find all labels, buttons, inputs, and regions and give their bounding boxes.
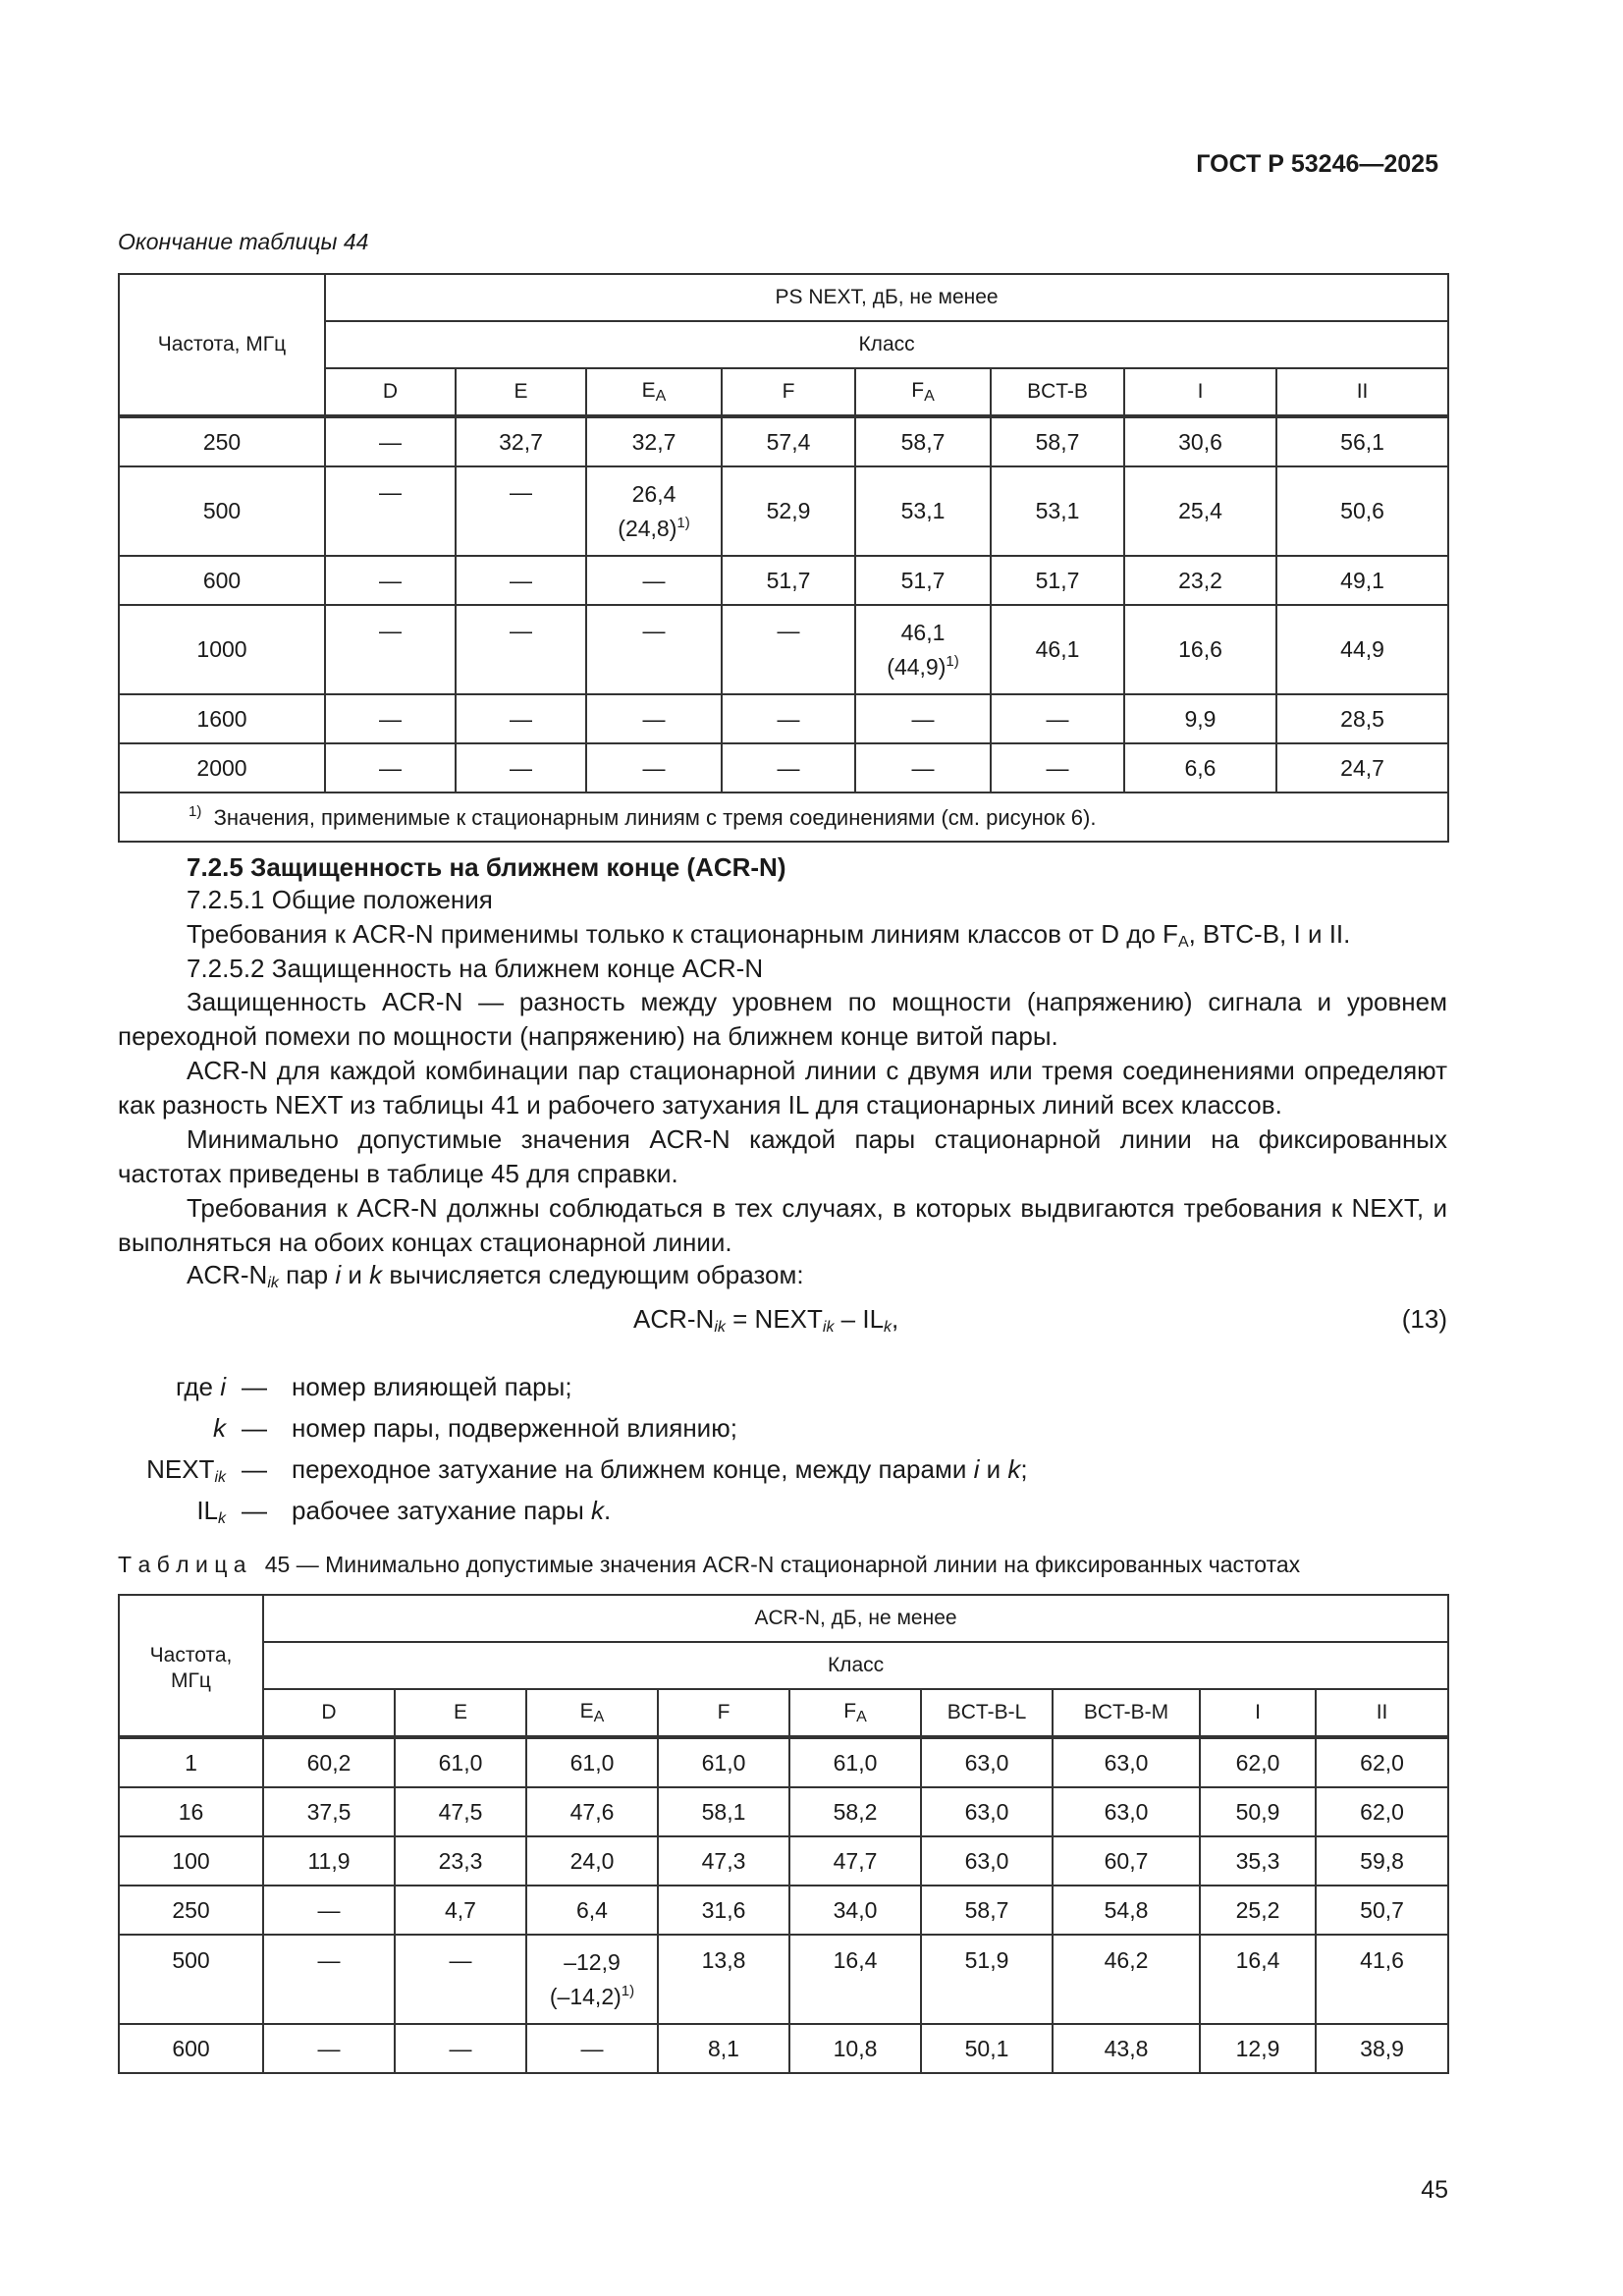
table-row: 1000 — — — — 46,1 $(44,9)^{1)}$ 46,1 16,6 44,9 [119, 605, 1448, 694]
where-label-next: $NEXT_{ik}$ [146, 1454, 226, 1486]
class-ii: II [1316, 1689, 1448, 1737]
table-row: 250 — 32,7 32,7 57,4 58,7 58,7 30,6 56,1 [119, 416, 1448, 466]
class-fa: $F_A$ [855, 368, 991, 416]
page-number: 45 [1421, 2176, 1448, 2204]
class-ii: II [1276, 368, 1448, 416]
class-i: I [1124, 368, 1276, 416]
where-label-il: $IL_k$ [196, 1496, 226, 1527]
table-row: 500 — — 26,4 $(24,8)^{1)}$ 52,9 53,1 53,1 25,4 50,6 [119, 466, 1448, 556]
class-i: I [1200, 1689, 1316, 1737]
class-bct-b-l: BCT-B-L [921, 1689, 1053, 1737]
formula-number: (13) [1401, 1304, 1447, 1334]
table-44 [118, 273, 1449, 843]
paragraph-1: Требования к ACR-N применимы только к стационарным линиям классов от D до $F_A$, BTC-B, I и II. [187, 919, 1351, 951]
document-header: ГОСТ Р 53246—2025 [1196, 150, 1438, 178]
table-45-caption: Т а б л и ц а 45 — Минимально допустимые значения ACR-N стационарной линии на фиксированных частотах [118, 1552, 1301, 1577]
class-d: D [325, 368, 456, 416]
class-d: D [263, 1689, 395, 1737]
where-label-i: где i [176, 1372, 226, 1401]
subsection-1: 7.2.5.1 Общие положения [187, 885, 493, 914]
table-row: 500 — — –12,9 $(-14,2)^{1)}$ 13,8 16,4 51,9 46,2 16,4 41,6 [119, 1935, 1448, 2024]
class-header: Класс [325, 321, 1448, 368]
group-header: ACR-N, дБ, не менее [263, 1595, 1448, 1642]
table-44-footnote: $^{1)}$ Значения, применимые к стационарным линиям с тремя соединениями (см. рисунок 6). [119, 793, 1448, 842]
class-f: F [658, 1689, 789, 1737]
table-row: 2000 — — — — — — 6,6 24,7 [119, 743, 1448, 793]
paragraph-2: Защищенность ACR-N — разность между уровнем по мощности (напряжению) сигнала и уровнем переходной помехи по мощности (напряжению) на ближнем конце витой пары. [118, 987, 1447, 1051]
class-f: F [722, 368, 855, 416]
paragraph-4: Минимально допустимые значения ACR-N каждой пары стационарной линии на фиксированных частотах приведены в таблице 45 для справки. [118, 1124, 1447, 1188]
section-title: 7.2.5 Защищенность на ближнем конце (ACR-N) [187, 852, 786, 882]
table-row: 100 11,9 23,3 24,0 47,3 47,7 63,0 60,7 35,3 59,8 [119, 1836, 1448, 1886]
class-bct-b-m: BCT-B-M [1053, 1689, 1200, 1737]
table-row: 1 60,2 61,0 61,0 61,0 61,0 63,0 63,0 62,0 62,0 [119, 1737, 1448, 1787]
table-45 [118, 1594, 1449, 2074]
table-row: 16 37,5 47,5 47,6 58,1 58,2 63,0 63,0 50,9 62,0 [119, 1787, 1448, 1836]
formula-13: ACR-$N_{ik}$ = $NEXT_{ik} - IL_k$, [633, 1304, 899, 1336]
class-header: Класс [263, 1642, 1448, 1689]
table-row: 250 — 4,7 6,4 31,6 34,0 58,7 54,8 25,2 50,7 [119, 1886, 1448, 1935]
paragraph-3: ACR-N для каждой комбинации пар стационарной линии с двумя или тремя соединениями определяют как разность NEXT из таблицы 41 и рабочего затухания IL для стационарных линий всех классов. [118, 1056, 1447, 1120]
where-label-k: k [213, 1413, 226, 1443]
class-e: E [456, 368, 586, 416]
freq-header: Частота, МГц [119, 274, 325, 416]
class-ea: $E_A$ [526, 1689, 658, 1737]
group-header: PS NEXT, дБ, не менее [325, 274, 1448, 321]
table-row: 600 — — — 8,1 10,8 50,1 43,8 12,9 38,9 [119, 2024, 1448, 2073]
class-bct-b: BCT-B [991, 368, 1124, 416]
table-row: 600 — — — 51,7 51,7 51,7 23,2 49,1 [119, 556, 1448, 605]
freq-header: Частота, МГц [119, 1595, 263, 1737]
table-row: 1600 — — — — — — 9,9 28,5 [119, 694, 1448, 743]
class-e: E [395, 1689, 526, 1737]
class-ea: $E_A$ [586, 368, 722, 416]
paragraph-6: ACR-$N_{ik}$ пар i и k вычисляется следующим образом: [187, 1260, 804, 1291]
table-44-caption: Окончание таблицы 44 [118, 229, 369, 254]
subsection-2: 7.2.5.2 Защищенность на ближнем конце ACR-N [187, 954, 764, 983]
paragraph-5: Требования к ACR-N должны соблюдаться в тех случаях, в которых выдвигаются требования к NEXT, и выполняться на обоих концах стационарной линии. [118, 1193, 1447, 1257]
class-fa: $F_A$ [789, 1689, 921, 1737]
